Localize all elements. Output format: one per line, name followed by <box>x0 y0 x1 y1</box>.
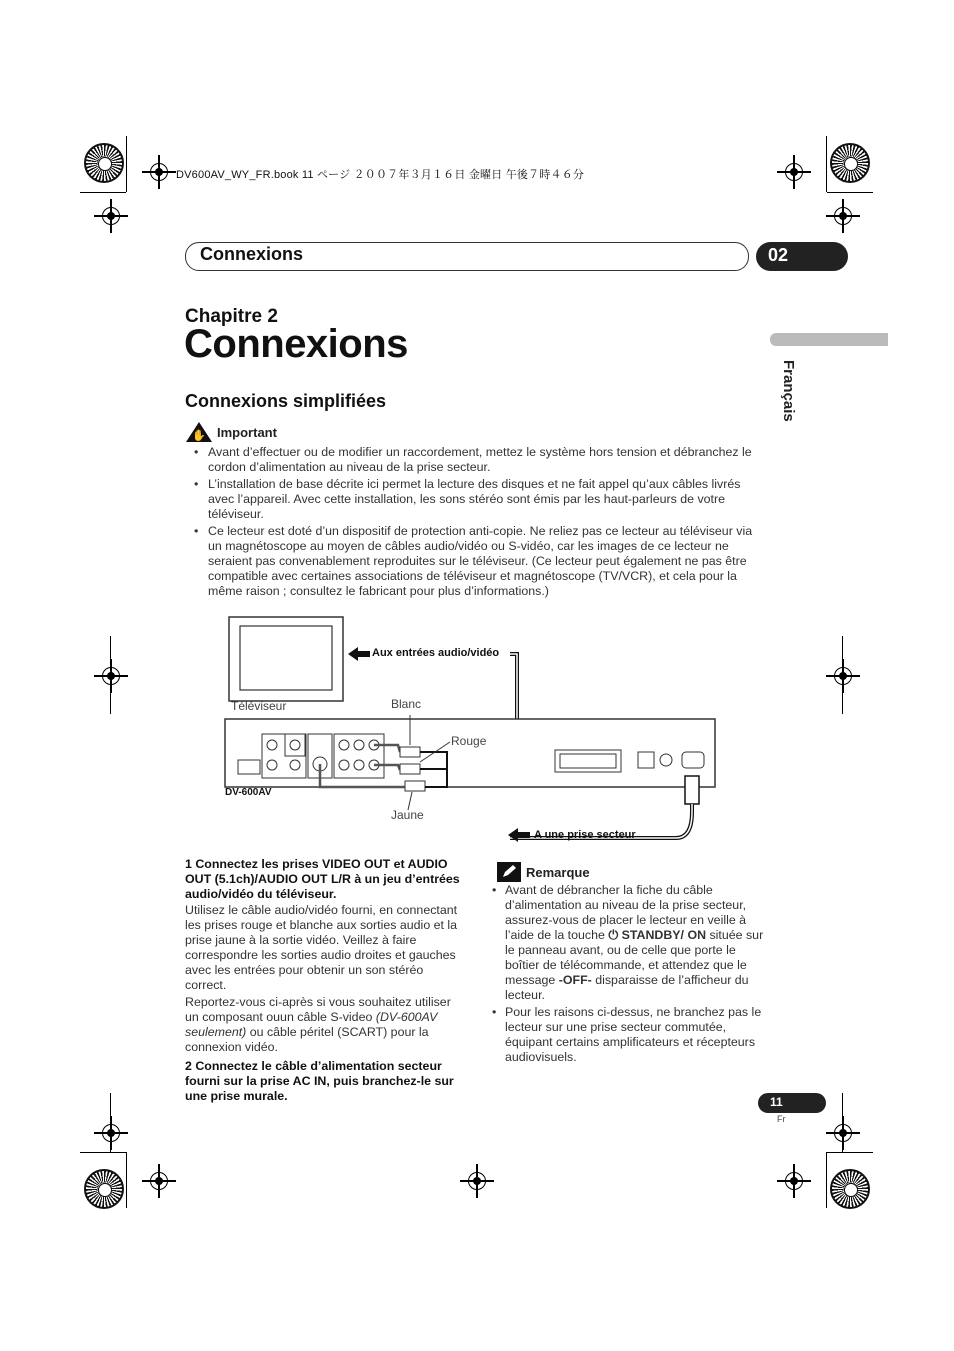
note-pencil-icon <box>497 862 521 882</box>
registration-wheel-icon <box>830 143 870 183</box>
page-number: 11 <box>770 1095 783 1109</box>
registration-mark-icon <box>102 667 120 685</box>
model-label: DV-600AV <box>225 787 272 798</box>
chapter-number: 02 <box>768 245 789 265</box>
registration-mark-icon <box>150 1172 168 1190</box>
important-label: Important <box>217 425 277 440</box>
registration-wheel-icon <box>84 143 124 183</box>
registration-wheel-icon <box>84 1169 124 1209</box>
registration-mark-icon <box>102 1124 120 1142</box>
registration-wheel-icon <box>830 1169 870 1209</box>
file-header: DV600AV_WY_FR.book 11 ページ ２００７年３月１６日 金曜日 午後７時４６分 <box>176 169 585 181</box>
remarque-list <box>491 883 766 1067</box>
av-inputs-label: Aux entrées audio/vidéo <box>372 647 500 659</box>
step-1-paragraph: Utilisez le câble audio/vidéo fourni, en connectant les prises rouge et blanche aux sorties audio et la prise jaune à la sortie vidéo. Veillez à faire correspondre les sorties audio droites et gauches avec les entrées pour obtenir un son stéréo correct. <box>185 903 458 992</box>
step-1-title: 1 Connectez les prises VIDEO OUT et AUDIO OUT (5.1ch)/AUDIO OUT L/R à un jeu d’entrées audio/vidéo du téléviseur. <box>185 857 460 901</box>
crop-mark <box>827 192 873 193</box>
arrow-left-icon <box>348 647 358 661</box>
registration-mark-icon <box>785 1172 803 1190</box>
crop-mark <box>826 136 827 192</box>
crop-mark <box>80 192 126 193</box>
list-item: • Avant de débrancher la fiche du câble d’alimentation au niveau de la prise secteur, assurez-vous de placer le lecteur en veille à l’aide de la touche ⏻ STANDBY/ ON située sur le panneau avant, ou de celle que porte le boîtier de télécommande, et attendez que le message -OFF- disparaisse de l’afficheur du lecteur. <box>491 883 766 1003</box>
crop-mark <box>827 1152 873 1153</box>
power-outlet-label: A une prise secteur <box>534 829 636 841</box>
red-cable-label: Rouge <box>451 734 487 748</box>
registration-mark-icon <box>468 1172 486 1190</box>
page-title: Connexions <box>184 322 408 366</box>
header-section-title: Connexions <box>200 244 304 264</box>
registration-mark-icon <box>834 207 852 225</box>
registration-mark-icon <box>834 667 852 685</box>
step-2-title: 2 Connectez le câble d’alimentation secteur fourni sur la prise AC IN, puis branchez-le sur une prise murale. <box>185 1059 454 1103</box>
crop-mark <box>126 1152 127 1208</box>
tv-label: Téléviseur <box>231 699 287 713</box>
step-1-paragraph-2: Reportez-vous ci-après si vous souhaitez utiliser un composant ouun câble S-video (DV-600AV seulement) ou câble péritel (SCART) pour la connexion vidéo. <box>185 995 451 1054</box>
page-language: Fr <box>777 1114 786 1124</box>
important-list <box>193 445 758 601</box>
crop-mark <box>826 1152 827 1208</box>
registration-mark-icon <box>150 163 168 181</box>
registration-mark-icon <box>785 163 803 181</box>
page-number-badge <box>758 1093 826 1113</box>
svg-text:✋: ✋ <box>192 429 206 442</box>
registration-mark-icon <box>834 1124 852 1142</box>
crop-mark <box>126 136 127 192</box>
language-tab <box>770 333 888 346</box>
list-item: • Avant d’effectuer ou de modifier un raccordement, mettez le système hors tension et débranchez le cordon d’alimentation au niveau de la prise secteur. <box>193 445 758 475</box>
warning-icon <box>185 421 213 443</box>
registration-mark-icon <box>102 207 120 225</box>
section-title: Connexions simplifiées <box>185 391 387 411</box>
remarque-label: Remarque <box>526 865 590 880</box>
crop-mark <box>80 1152 126 1153</box>
language-label: Français <box>780 360 797 422</box>
list-item: • Ce lecteur est doté d’un dispositif de protection anti-copie. Ne reliez pas ce lecteur au téléviseur via un magnétoscope au moyen de câbles audio/vidéo ou S-vidéo, car les images de ce lecteur ne seraient pas convenablement reproduites sur le téléviseur. (Ce lecteur peut également ne pas être compatible avec certaines associations de téléviseur et magnétoscope (TV/VCR), et cela pour la même raison ; consultez le fabricant pour plus d’informations.) <box>193 524 758 599</box>
yellow-cable-label: Jaune <box>391 808 424 822</box>
list-item: • Pour les raisons ci-dessus, ne branchez pas le lecteur sur une prise secteur commutée, équipant certains amplificateurs et récepteurs audiovisuels. <box>491 1005 766 1065</box>
list-item: • L’installation de base décrite ici permet la lecture des disques et ne fait appel qu’aux câbles livrés avec l’appareil. Avec cette installation, les sons stéréo sont émis par les haut-parleurs de votre téléviseur. <box>193 477 758 522</box>
chapter-label: Chapitre 2 <box>185 306 278 327</box>
white-cable-label: Blanc <box>391 697 422 711</box>
